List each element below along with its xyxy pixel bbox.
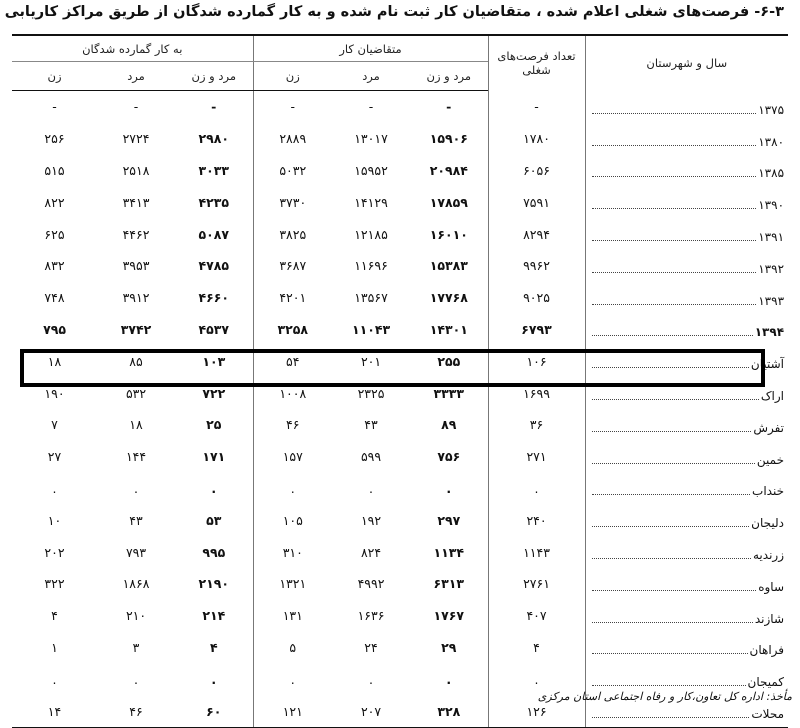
cell-placed-male: ۷۹۳ <box>125 544 147 560</box>
cell-placed-male: ۳۷۴۲ <box>120 321 152 337</box>
cell-placed-female: ۱ <box>51 639 58 655</box>
cell-applicants-female: - <box>253 91 332 123</box>
leader-dots <box>592 335 753 336</box>
cell-placed-total: ۴۷۸۵ <box>198 258 230 274</box>
leader-dots <box>592 272 757 273</box>
cell-applicants-total: ۱۴۳۰۱ <box>429 321 468 337</box>
cell-applicants-female: ۳۱۰ <box>253 536 332 568</box>
cell-jobs: ۹۰۲۵ <box>488 282 585 314</box>
cell-placed-total: ۱۷۱ <box>202 449 226 465</box>
cell-placed-male: ۱۴۴ <box>125 449 147 465</box>
cell-applicants-total: ۲۰۹۸۴ <box>429 162 468 178</box>
source-note: مأخذ: اداره کل تعاون،کار و رفاه اجتماعی استان مرکزی <box>537 690 792 703</box>
row-label: خمین <box>756 452 785 467</box>
cell-applicants-female: ۲۸۸۹ <box>253 123 332 155</box>
cell-placed-total: ۹۹۵ <box>202 544 226 560</box>
header-jobs: تعداد فرصت‌های شغلی <box>488 35 585 91</box>
cell-placed-total: ۴۵۳۷ <box>198 321 230 337</box>
cell-applicants-male: . <box>369 480 373 496</box>
cell-placed-total: . <box>211 480 217 496</box>
cell-applicants-male: ۱۳۰۱۷ <box>354 131 388 147</box>
table-row <box>12 123 788 155</box>
row-label-cell <box>585 441 788 473</box>
leader-dots <box>592 494 751 495</box>
cell-placed-total: ۳۰۳۳ <box>198 162 230 178</box>
cell-applicants-female: ۳۲۵۸ <box>253 314 332 346</box>
cell-applicants-male: ۴۹۹۲ <box>357 576 385 592</box>
leader-dots <box>592 399 759 400</box>
cell-applicants-total: ۲۹ <box>441 639 457 655</box>
cell-applicants-female: ۳۷۳۰ <box>253 186 332 218</box>
cell-applicants-female: ۱۲۱ <box>253 695 332 727</box>
statistics-table <box>12 34 788 728</box>
row-label: ۱۳۹۴ <box>754 325 785 340</box>
cell-applicants-female: ۱۵۷ <box>253 441 332 473</box>
row-label: ۱۳۸۰ <box>758 134 785 149</box>
cell-jobs: ۸۲۹۴ <box>488 218 585 250</box>
table-row <box>12 155 788 187</box>
cell-placed-male: ۸۵ <box>129 353 143 369</box>
cell-placed-female: ۱۸ <box>47 353 62 369</box>
header-placed-male: مرد <box>97 62 175 91</box>
row-label: ۱۳۹۳ <box>758 293 785 308</box>
cell-placed-female: ۸۳۲ <box>44 258 65 274</box>
cell-placed-female: ۳۲۲ <box>44 576 65 592</box>
leader-dots <box>592 463 755 464</box>
leader-dots <box>592 558 751 559</box>
header-applicants-both: مرد و زن <box>410 62 488 91</box>
cell-jobs: . <box>488 663 585 695</box>
cell-jobs: ۲۷۱ <box>488 441 585 473</box>
row-label-cell <box>585 123 788 155</box>
cell-applicants-total: ۷۵۶ <box>437 449 461 465</box>
cell-jobs: ۱۷۸۰ <box>488 123 585 155</box>
cell-placed-male: - <box>133 99 139 115</box>
row-label: ۱۳۷۵ <box>758 102 785 117</box>
cell-placed-female: ۱۹۰ <box>44 385 65 401</box>
row-label: محلات <box>751 706 785 721</box>
cell-applicants-total: . <box>446 671 452 687</box>
table-body <box>12 91 788 728</box>
row-label-cell <box>585 377 788 409</box>
cell-applicants-male: ۲۰۷ <box>332 695 410 727</box>
cell-placed-male: ۲۵۱۸ <box>122 162 150 178</box>
cell-placed-total: ۲۹۸۰ <box>198 131 230 147</box>
cell-placed-female: ۷۴۸ <box>44 290 65 306</box>
cell-jobs: ۳۶ <box>488 409 585 441</box>
cell-placed-male: ۴۴۶۲ <box>122 226 150 242</box>
cell-applicants-female: ۵۰۳۲ <box>253 155 332 187</box>
cell-applicants-total: - <box>446 99 452 115</box>
cell-applicants-total: ۱۷۷۶۸ <box>429 290 468 306</box>
cell-applicants-male: ۵۹۹ <box>360 449 382 465</box>
header-applicants: متقاضیان کار <box>253 35 488 62</box>
row-label: ۱۳۹۱ <box>758 229 785 244</box>
cell-placed-female: ۲۷ <box>47 449 62 465</box>
cell-applicants-male: ۱۱۰۴۳ <box>351 321 391 337</box>
cell-placed-male: ۳ <box>132 639 140 655</box>
row-label: دلیجان <box>751 516 785 531</box>
header-placed-both: مرد و زن <box>175 62 253 91</box>
leader-dots <box>592 717 750 718</box>
cell-placed-total: ۴۲۳۵ <box>198 194 230 210</box>
header-placed: به کار گمارده شدگان <box>12 35 253 62</box>
cell-applicants-total: ۶۳۱۳ <box>433 576 465 592</box>
cell-placed-total: ۱۰۳ <box>202 353 226 369</box>
table-row <box>12 218 788 250</box>
row-label: ساوه <box>758 579 785 594</box>
cell-applicants-male: - <box>368 99 374 115</box>
cell-placed-total: ۷۲۲ <box>202 385 226 401</box>
header-applicants-female: زن <box>253 62 332 91</box>
cell-jobs: ۹۹۶۲ <box>488 250 585 282</box>
row-label-cell <box>585 186 788 218</box>
cell-jobs: ۷۵۹۱ <box>488 186 585 218</box>
cell-applicants-female: ۳۸۲۵ <box>253 218 332 250</box>
row-label: کمیجان <box>747 675 785 690</box>
table-row <box>12 409 788 441</box>
cell-applicants-male: ۱۳۵۶۷ <box>354 290 388 306</box>
cell-placed-female: ۵۱۵ <box>44 162 65 178</box>
cell-placed-female: ۷۹۵ <box>43 321 66 337</box>
cell-placed-total: ۵۰۸۷ <box>198 226 230 242</box>
cell-placed-total: ۴۶۶۰ <box>198 290 230 306</box>
cell-placed-male: ۴۶ <box>97 695 175 727</box>
row-label-cell <box>585 250 788 282</box>
cell-applicants-female: ۵ <box>253 632 332 664</box>
cell-applicants-total: . <box>446 480 452 496</box>
table-row <box>12 91 788 123</box>
cell-placed-female: ۸۲۲ <box>44 194 65 210</box>
cell-jobs: ۱۲۶ <box>488 695 585 727</box>
row-label: آشتیان <box>750 357 785 372</box>
cell-placed-female: ۶۲۵ <box>44 226 65 242</box>
cell-placed-male: . <box>134 671 138 687</box>
row-label: ۱۳۸۵ <box>758 166 785 181</box>
row-label-cell <box>585 504 788 536</box>
cell-applicants-male: ۱۵۹۵۲ <box>354 162 388 178</box>
row-label-cell <box>585 91 788 123</box>
cell-applicants-female: ۱۳۲۱ <box>253 568 332 600</box>
row-label-cell <box>585 536 788 568</box>
statistics-table-container <box>12 34 788 728</box>
cell-applicants-female: ۱۰۵ <box>253 504 332 536</box>
cell-placed-male: ۱۸۶۸ <box>122 576 150 592</box>
row-label: تفرش <box>753 420 785 435</box>
leader-dots <box>592 367 749 368</box>
cell-placed-total: ۴ <box>209 639 218 655</box>
cell-placed-total: - <box>211 99 217 115</box>
cell-jobs: ۱۰۶ <box>488 345 585 377</box>
cell-applicants-total: ۱۵۹۰۶ <box>429 131 468 147</box>
cell-applicants-male: ۲۴ <box>364 639 378 655</box>
cell-placed-female: ۴ <box>51 608 58 624</box>
cell-applicants-female: ۱۳۱ <box>253 600 332 632</box>
cell-placed-female: ۱۰ <box>47 512 62 528</box>
cell-placed-male: ۲۱۰ <box>125 608 147 624</box>
row-label-cell <box>585 218 788 250</box>
table-row <box>12 600 788 632</box>
table-title: ۶-۳- فرصت‌های شغلی اعلام شده ، متقاضیان کار ثبت نام شده و به کار گمارده شدگان از طریق مراکز کاریابی <box>4 4 784 20</box>
cell-placed-female: ۲۵۶ <box>44 131 65 147</box>
cell-applicants-total: ۳۲۸ <box>410 695 488 727</box>
cell-jobs: ۱۱۴۳ <box>488 536 585 568</box>
row-label: ۱۳۹۰ <box>758 198 785 213</box>
table-row <box>12 632 788 664</box>
leader-dots <box>592 176 757 177</box>
cell-jobs: . <box>488 473 585 505</box>
row-label: فراهان <box>749 643 785 658</box>
cell-applicants-total: ۲۹۷ <box>437 512 461 528</box>
row-label: خنداب <box>752 484 785 499</box>
cell-applicants-male: . <box>369 671 373 687</box>
row-label-cell <box>585 600 788 632</box>
table-row <box>12 504 788 536</box>
cell-applicants-total: ۱۵۳۸۳ <box>429 258 468 274</box>
cell-placed-total: ۵۳ <box>206 512 222 528</box>
row-label-cell <box>585 473 788 505</box>
table-row <box>12 568 788 600</box>
cell-jobs: ۴۰۷ <box>488 600 585 632</box>
cell-applicants-female: ۳۶۸۷ <box>253 250 332 282</box>
cell-applicants-female: ۴۲۰۱ <box>253 282 332 314</box>
leader-dots <box>592 208 757 209</box>
table-row <box>12 473 788 505</box>
row-label-cell <box>585 345 788 377</box>
cell-applicants-female: . <box>253 663 332 695</box>
table-row <box>12 536 788 568</box>
row-label-cell <box>585 155 788 187</box>
cell-jobs: ۲۷۶۱ <box>488 568 585 600</box>
leader-dots <box>592 113 757 114</box>
cell-applicants-total: ۲۵۵ <box>437 353 461 369</box>
row-label-cell <box>585 409 788 441</box>
cell-placed-male: ۱۸ <box>129 417 143 433</box>
cell-jobs: ۲۴۰ <box>488 504 585 536</box>
row-label-cell <box>585 568 788 600</box>
header-placed-female: زن <box>12 62 97 91</box>
cell-applicants-male: ۱۹۲ <box>360 512 382 528</box>
cell-placed-female: . <box>52 671 57 687</box>
cell-applicants-total: ۱۱۳۴ <box>433 544 465 560</box>
row-label: شازند <box>754 611 785 626</box>
cell-placed-female: - <box>52 99 57 115</box>
cell-placed-female: ۲۰۲ <box>44 544 65 560</box>
table-row <box>12 441 788 473</box>
cell-placed-male: ۳۹۵۳ <box>122 258 150 274</box>
cell-applicants-total: ۳۳۳۳ <box>433 385 465 401</box>
cell-placed-total: . <box>211 671 217 687</box>
cell-placed-total: ۲۱۴ <box>202 608 226 624</box>
cell-placed-male: ۲۷۲۴ <box>122 131 150 147</box>
cell-placed-male: . <box>134 480 138 496</box>
cell-placed-male: ۳۹۱۲ <box>122 290 150 306</box>
table-row <box>12 186 788 218</box>
cell-applicants-male: ۱۲۱۸۵ <box>354 226 388 242</box>
header-applicants-male: مرد <box>332 62 410 91</box>
cell-jobs: ۶۷۹۳ <box>488 314 585 346</box>
table-row <box>12 282 788 314</box>
row-label: زرندیه <box>753 547 785 562</box>
leader-dots <box>592 145 757 146</box>
header-region: سال و شهرستان <box>585 35 788 91</box>
cell-applicants-female: ۱۰۰۸ <box>253 377 332 409</box>
cell-applicants-male: ۲۳۲۵ <box>357 385 385 401</box>
leader-dots <box>592 685 746 686</box>
cell-jobs: - <box>488 91 585 123</box>
cell-applicants-total: ۱۷۸۵۹ <box>429 194 468 210</box>
cell-applicants-male: ۱۴۱۲۹ <box>354 194 388 210</box>
cell-applicants-female: . <box>253 473 332 505</box>
cell-applicants-male: ۱۶۳۶ <box>357 608 385 624</box>
cell-applicants-male: ۱۱۶۹۶ <box>354 258 388 274</box>
row-label: اراک <box>760 388 785 403</box>
cell-applicants-male: ۴۳ <box>364 417 378 433</box>
leader-dots <box>592 526 750 527</box>
row-label-cell <box>585 282 788 314</box>
cell-jobs: ۱۶۹۹ <box>488 377 585 409</box>
row-label-cell <box>585 314 788 346</box>
leader-dots <box>592 240 757 241</box>
cell-placed-total: ۶۰ <box>175 695 253 727</box>
cell-applicants-female: ۵۴ <box>253 345 332 377</box>
cell-jobs: ۴ <box>488 632 585 664</box>
cell-applicants-total: ۸۹ <box>441 417 457 433</box>
leader-dots <box>592 590 757 591</box>
cell-placed-female: . <box>52 480 57 496</box>
cell-applicants-total: ۱۷۶۷ <box>433 608 465 624</box>
cell-placed-female: ۱۴ <box>12 695 97 727</box>
table-row <box>12 314 788 346</box>
cell-applicants-male: ۸۲۴ <box>360 544 382 560</box>
cell-placed-male: ۵۳۲ <box>125 385 147 401</box>
table-row <box>12 250 788 282</box>
cell-placed-male: ۳۴۱۳ <box>122 194 150 210</box>
leader-dots <box>592 622 753 623</box>
cell-placed-male: ۴۳ <box>129 512 143 528</box>
cell-placed-female: ۷ <box>51 417 58 433</box>
cell-applicants-male: ۲۰۱ <box>360 353 382 369</box>
cell-jobs: ۶۰۵۶ <box>488 155 585 187</box>
row-label: ۱۳۹۲ <box>758 261 785 276</box>
table-row <box>12 345 788 377</box>
leader-dots <box>592 431 752 432</box>
cell-placed-total: ۲۱۹۰ <box>198 576 230 592</box>
row-label-cell <box>585 632 788 664</box>
table-row <box>12 377 788 409</box>
cell-placed-total: ۲۵ <box>206 417 222 433</box>
leader-dots <box>592 653 748 654</box>
leader-dots <box>592 304 757 305</box>
cell-applicants-total: ۱۶۰۱۰ <box>429 226 468 242</box>
cell-applicants-female: ۴۶ <box>253 409 332 441</box>
